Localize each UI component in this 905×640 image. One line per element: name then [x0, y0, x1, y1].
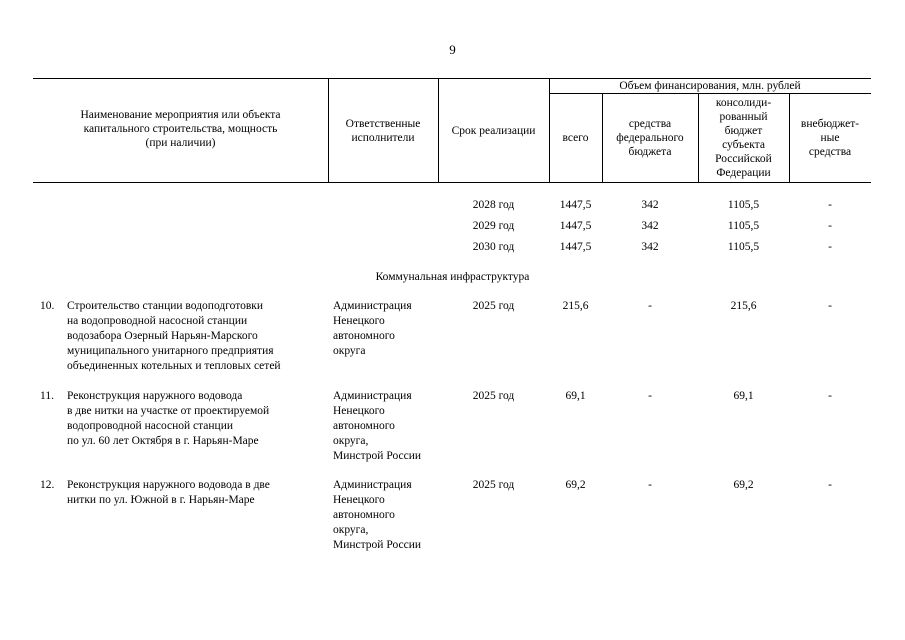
header-financing: Объем финансирования, млн. рублей	[619, 80, 801, 92]
section-title: Коммунальная инфраструктура	[375, 271, 530, 283]
cell-period: 2025 год	[472, 390, 515, 402]
row-number: 12.	[40, 479, 55, 491]
cell-consolidated: 69,1	[733, 390, 754, 402]
cell-consolidated: 1105,5	[727, 241, 760, 253]
cell-period: 2029 год	[472, 220, 515, 232]
header-extra: внебюджет- ные средства	[800, 118, 860, 158]
header-total: всего	[562, 132, 589, 144]
cell-consolidated: 1105,5	[727, 220, 760, 232]
cell-extra: -	[828, 390, 832, 402]
header-federal: средства федерального бюджета	[616, 118, 684, 158]
cell-name: Строительство станции водоподготовки на водопроводной насосной станции водозабора Озерный Нарьян-Марского муниципального унитарного предприятия объединенных котельных и тепловых сетей	[67, 300, 281, 372]
cell-total: 1447,5	[559, 199, 592, 211]
cell-total: 1447,5	[559, 220, 592, 232]
cell-responsible: Администрация Ненецкого автономного округа, Минстрой России	[333, 390, 421, 462]
cell-total: 215,6	[562, 300, 589, 312]
cell-extra: -	[828, 479, 832, 491]
cell-federal: 342	[641, 199, 659, 211]
cell-extra: -	[828, 300, 832, 312]
cell-total: 69,1	[565, 390, 586, 402]
financing-group-rule	[549, 93, 871, 94]
cell-total: 1447,5	[559, 241, 592, 253]
header-bottom-rule	[33, 182, 871, 183]
cell-extra: -	[828, 220, 832, 232]
cell-federal: -	[648, 390, 652, 402]
cell-responsible: Администрация Ненецкого автономного округа	[333, 300, 412, 357]
cell-extra: -	[828, 199, 832, 211]
header-divider	[549, 78, 550, 182]
cell-name: Реконструкция наружного водовода в две нитки по ул. Южной в г. Нарьян-Маре	[67, 479, 270, 506]
header-name: Наименование мероприятия или объекта капитального строительства, мощность (при наличии)	[80, 109, 281, 149]
header-period: Срок реализации	[451, 125, 536, 137]
header-consolidated: консолиди- рованный бюджет субъекта Российской Федерации	[715, 97, 772, 179]
row-number: 10.	[40, 300, 55, 312]
cell-name: Реконструкция наружного водовода в две нитки на участке от проектируемой водопроводной насосной станции по ул. 60 лет Октября в г. Нарьян-Маре	[67, 390, 270, 447]
cell-period: 2030 год	[472, 241, 515, 253]
header-responsible: Ответственные исполнители	[345, 118, 421, 144]
cell-federal: 342	[641, 220, 659, 232]
cell-consolidated: 215,6	[730, 300, 757, 312]
cell-total: 69,2	[565, 479, 586, 491]
cell-federal: -	[648, 479, 652, 491]
cell-federal: 342	[641, 241, 659, 253]
row-number: 11.	[40, 390, 54, 402]
cell-responsible: Администрация Ненецкого автономного округа, Минстрой России	[333, 479, 421, 551]
page-number: 9	[449, 42, 456, 57]
cell-consolidated: 69,2	[733, 479, 754, 491]
cell-extra: -	[828, 241, 832, 253]
cell-period: 2025 год	[472, 479, 515, 491]
cell-period: 2025 год	[472, 300, 515, 312]
cell-federal: -	[648, 300, 652, 312]
cell-period: 2028 год	[472, 199, 515, 211]
cell-consolidated: 1105,5	[727, 199, 760, 211]
